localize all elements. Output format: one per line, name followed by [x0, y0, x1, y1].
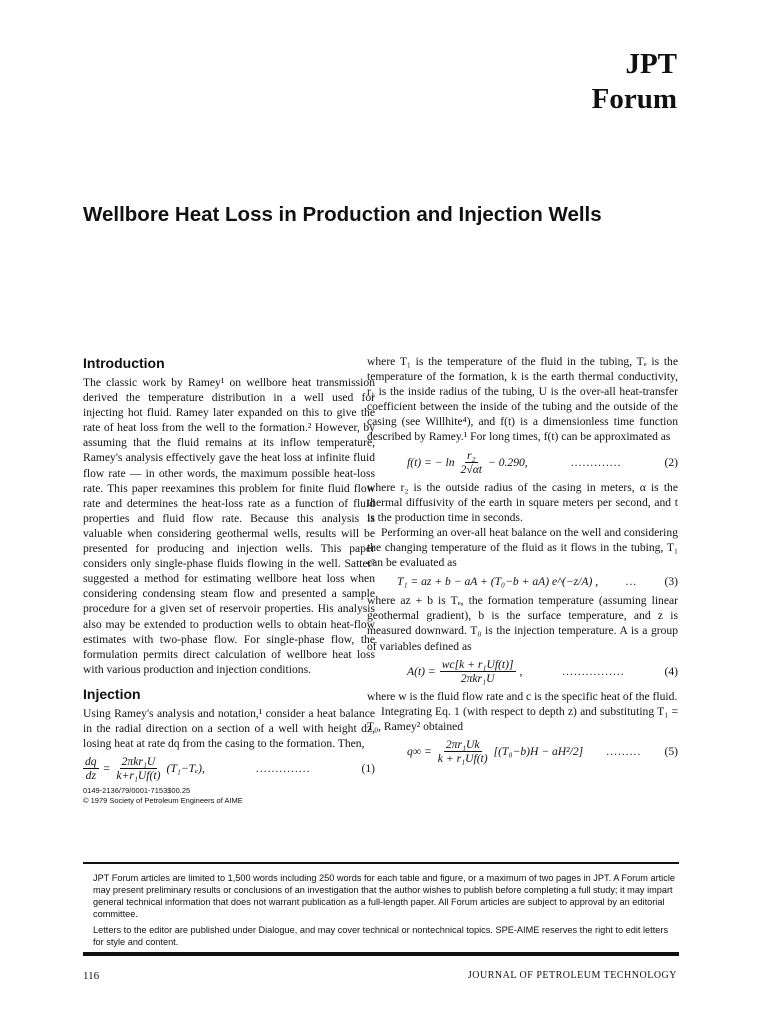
- header-jpt: JPT: [625, 48, 677, 80]
- eq1-rest: (T₁−Tₑ),: [166, 762, 205, 776]
- equation-1: $\frac{dq}{dz}$ = $\frac{\text{2πkr₁U}}{\text{k+r₁Uf(t)}}$ (T₁−Tₑ), .............. (1): [85, 755, 375, 783]
- eq1-rhs-fraction: $\frac{\text{2πkr₁U}}{\text{k+r₁Uf(t)}}$: [116, 755, 161, 783]
- forum-notice-paragraph-1: JPT Forum articles are limited to 1,500 words including 250 words for each table and figure, or a maximum of two pages in JPT. A Forum article may present preliminary results or conclusions of an investigation that the author wishes to publish before completing a full study; it may impart general technical information that does not warrant publication as a full-length paper. All Forum articles are subject to approval by an editorial committee.: [93, 873, 675, 919]
- forum-notice-box: [83, 862, 679, 952]
- eq1-lhs-fraction: $\frac{dq}{dz}$: [85, 755, 97, 783]
- right-paragraph-5: where w is the fluid flow rate and c is the specific heat of the fluid.: [367, 689, 678, 703]
- section-heading-injection: Injection: [83, 685, 141, 702]
- page-number: 116: [83, 970, 100, 982]
- copyright-block: [83, 786, 375, 806]
- equation-4: A(t) = $\frac{\text{wc[k + r₁Uf(t)]}}{\text{2πkr₁U}}$ , ................ (4): [407, 657, 678, 685]
- eq5-label: (5): [664, 744, 678, 758]
- right-paragraph-4: where az + b is Tₑ, the formation temperature (assuming linear geothermal gradient), b is the surface temperature, and z is measured downward. T₀ is the injection temperature. A is a group of variables defined as: [367, 594, 678, 653]
- journal-name: JOURNAL OF PETROLEUM TECHNOLOGY: [467, 970, 677, 981]
- header-forum: Forum: [591, 83, 677, 115]
- right-paragraph-2: where r₂ is the outside radius of the casing in meters, α is the thermal diffusivity of the earth in square meters per second, and t is the production time in seconds.: [367, 480, 678, 524]
- forum-notice-paragraph-2: Letters to the editor are published under Dialogue, and may cover technical or nontechnical topics. SPE-AIME reserves the right to edit letters for style and content.: [93, 925, 669, 947]
- section-heading-introduction: Introduction: [83, 355, 165, 371]
- jpt-forum-header: [592, 47, 677, 117]
- eq4-label: (4): [664, 664, 678, 678]
- eq5-fraction: $\frac{\text{2πr₁Uk}}{\text{k + r₁Uf(t)}}$: [437, 737, 488, 765]
- copyright-line-1: 0149-2136/79/0001-7153$00.25: [83, 786, 191, 796]
- left-column: [83, 354, 375, 806]
- eq1-label: (1): [361, 762, 375, 776]
- right-paragraph-6: Integrating Eq. 1 (with respect to depth z) and substituting T₁ = T₀, Ramey² obtained: [367, 704, 678, 733]
- introduction-text: The classic work by Ramey¹ on wellbore heat transmission derived the temperature distribution in a well used for injecting hot fluid. Ramey later expanded on this to give the rate of heat loss from the well to the formation.² However, by assuming that the fluid remains at its inflow temperature, Ramey's analysis effectively gave the heat loss at infinite fluid flow rate — in other words, the maximum possible heat-loss rate. This paper reexamines this problem for finite fluid flow rate and determines the heat-loss rate as a function of fluid properties and fluid flow rate. Because this analysis is valuable when considering geothermal wells, results will be presented for producing and injection wells. This paper considers only single-phase fluids flowing in the well. Satter³ suggested a method for estimating wellbore heat loss when considering condensing steam flow and presented a sample procedure for a given set of reservoir properties. His analysis also may be extended to production wells to obtain heat-flow estimates with two-phase flow. For single-phase flow, the formulation permits direct calculation of wellbore heat loss with various production and injection conditions.: [83, 376, 375, 676]
- right-paragraph-1: where T₁ is the temperature of the fluid in the tubing, Tₑ is the temperature of the formation, k is the earth thermal conductivity, r₁ is the inside radius of the tubing, U is the over-all heat-transfer coefficient between the inside of the tubing and the outside of the casing (see Willhite⁴), and f(t) is a dimensionless time function described by Ramey.¹ For long times, f(t) can be approximated as: [367, 355, 678, 444]
- right-paragraph-3: Performing an over-all heat balance on the well and considering the changing temperature of the fluid as it flows in the tubing, T₁ can be evaluated as: [367, 525, 678, 570]
- eq3-label: (3): [664, 575, 678, 589]
- equation-5: q∞ = $\frac{\text{2πr₁Uk}}{\text{k + r₁Uf(t)}}$ [(T₀−b)H − aH²/2] ......... (5): [407, 737, 678, 765]
- eq2-label: (2): [664, 455, 678, 469]
- eq2-fraction: $\frac{\text{r₂}}{2√\alpha t}$: [460, 448, 482, 476]
- right-column: [367, 354, 678, 769]
- injection-text: Using Ramey's analysis and notation,¹ consider a heat balance in the radial direction on a section of a well with height dz, losing heat at rate dq from the casing to the formation. Then,: [83, 706, 375, 751]
- copyright-line-2: © 1979 Society of Petroleum Engineers of AIME: [83, 796, 243, 806]
- eq4-fraction: $\frac{\text{wc[k + r₁Uf(t)]}}{\text{2πkr₁U}}$: [441, 657, 514, 685]
- equation-3: T₁ = az + b − aA + (T₀−b + aA) e^(−z/A) , ... (3): [397, 575, 678, 589]
- equation-2: f(t) = − ln $\frac{\text{r₂}}{2√\alpha t}$ − 0.290, ............. (2): [407, 448, 678, 476]
- article-title: Wellbore Heat Loss in Production and Injection Wells: [83, 203, 602, 226]
- footer-rule: [83, 952, 679, 956]
